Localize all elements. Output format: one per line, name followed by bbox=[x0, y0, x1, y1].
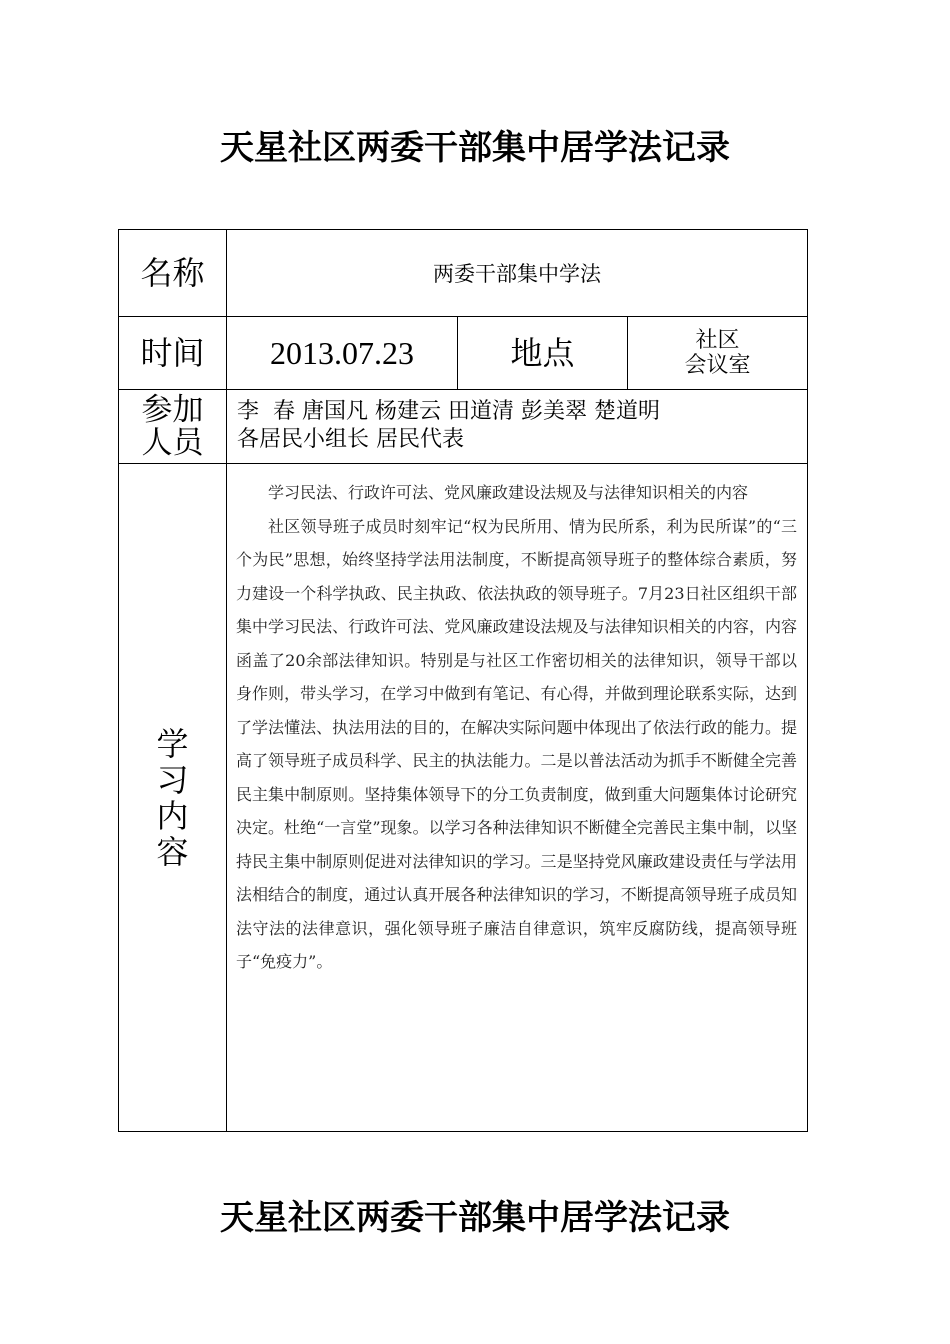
name-value: 两委干部集中学法 bbox=[227, 230, 808, 317]
document-title: 天星社区两委干部集中居学法记录 bbox=[220, 128, 730, 168]
name-label: 名称 bbox=[119, 230, 227, 317]
content-label-char: 学 bbox=[156, 724, 189, 763]
place-value-line2: 会议室 bbox=[684, 353, 751, 378]
document-title-repeat: 天星社区两委干部集中居学法记录 bbox=[220, 1198, 730, 1238]
place-value-line1: 社区 bbox=[695, 328, 740, 353]
row-members bbox=[119, 390, 808, 464]
time-label: 时间 bbox=[119, 317, 227, 390]
content-label-char: 习 bbox=[156, 760, 189, 799]
row-time-place bbox=[119, 317, 808, 390]
members-label bbox=[119, 390, 227, 464]
row-name bbox=[119, 230, 808, 317]
record-table bbox=[118, 229, 808, 1132]
place-label: 地点 bbox=[458, 317, 628, 390]
time-value: 2013.07.23 bbox=[227, 317, 458, 390]
content-paragraph: 社区领导班子成员时刻牢记“权为民所用、情为民所系，利为民所谋”的“三个为民”思想，始终坚持学法用法制度，不断提高领导班子的整体综合素质，努力建设一个科学执政、民主执政、依法执政的领导班子。7月23日社区组织干部集中学习民法、行政许可法、党风廉政建设法规及与法律知识相关的内容，内容函盖了20余部法律知识。特别是与社区工作密切相关的法律知识，领导干部以身作则，带头学习，在学习中做到有笔记、有心得，并做到理论联系实际，达到了学法懂法、执法用法的目的，在解决实际问题中体现出了依法行政的能力。提高了领导班子成员科学、民主的执法能力。二是以普法活动为抓手不断健全完善民主集中制原则。坚持集体领导下的分工负责制度，做到重大问题集体讨论研究决定。杜绝“一言堂”现象。以学习各种法律知识不断健全完善民主集中制，以坚持民主集中制原则促进对法律知识的学习。三是坚持党风廉政建设责任与学法用法相结合的制度，通过认真开展各种法律知识的学习，不断提高领导班子成员知法守法的法律意识，强化领导班子廉洁自律意识，筑牢反腐防线，提高领导班子“免疫力”。 bbox=[236, 516, 798, 971]
row-content bbox=[119, 464, 808, 1132]
members-label-line2: 人员 bbox=[141, 424, 204, 461]
members-label-line1: 参加 bbox=[141, 391, 204, 428]
content-paragraph: 学习民法、行政许可法、党风廉政建设法规及与法律知识相关的内容 bbox=[268, 483, 749, 502]
members-value bbox=[227, 390, 808, 464]
content-body bbox=[227, 464, 808, 1132]
members-line1: 李 春 唐国凡 杨建云 田道清 彭美翠 楚道明 bbox=[237, 399, 660, 424]
content-label-char: 内 bbox=[156, 796, 189, 835]
members-line2: 各居民小组长 居民代表 bbox=[237, 427, 464, 452]
content-label-char: 容 bbox=[156, 832, 189, 871]
place-value bbox=[628, 317, 808, 390]
content-label bbox=[119, 464, 227, 1132]
